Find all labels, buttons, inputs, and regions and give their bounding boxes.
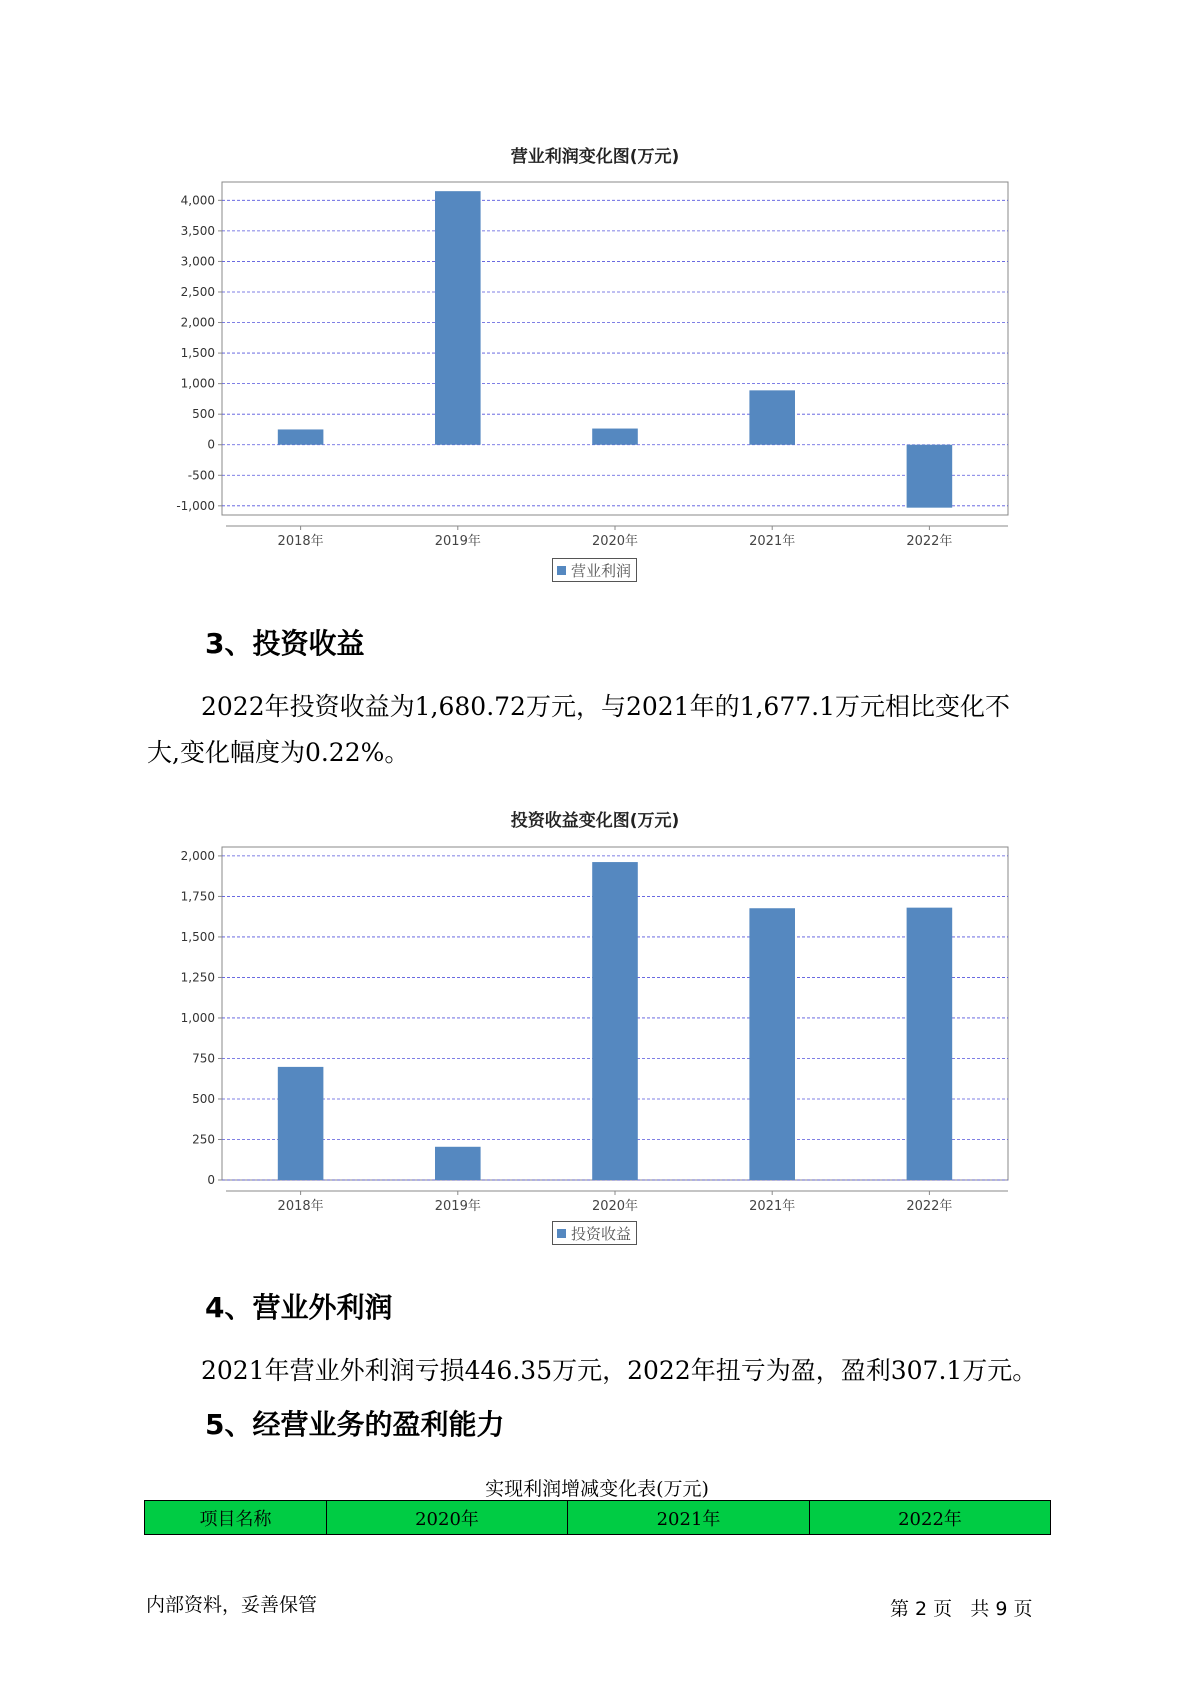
bar bbox=[907, 908, 953, 1180]
x-tick-label: 2018年 bbox=[277, 1199, 324, 1214]
y-tick-label: 4,000 bbox=[180, 193, 215, 208]
section4-heading: 4、营业外利润 bbox=[205, 1291, 393, 1324]
y-tick-label: 3,000 bbox=[180, 254, 215, 269]
x-tick-label: 2020年 bbox=[591, 1199, 639, 1214]
bar bbox=[278, 429, 324, 444]
profit-change-table bbox=[144, 1500, 1051, 1535]
y-tick-label: -1,000 bbox=[176, 498, 215, 513]
y-tick-label: 1,750 bbox=[180, 889, 215, 904]
chart2-legend-label: 投资收益 bbox=[571, 1224, 632, 1243]
y-tick-label: 750 bbox=[192, 1051, 215, 1066]
x-tick-label: 2018年 bbox=[277, 534, 324, 549]
chart2-legend bbox=[552, 1221, 637, 1245]
chart1-title: 营业利润变化图(万元) bbox=[510, 147, 680, 167]
bar bbox=[749, 390, 795, 444]
bar bbox=[435, 1147, 481, 1180]
y-tick-label: 500 bbox=[192, 407, 215, 422]
y-tick-label: 1,000 bbox=[180, 376, 215, 391]
chart1-legend bbox=[552, 558, 637, 582]
plot-area bbox=[222, 182, 1008, 515]
section4-para: 2021年营业外利润亏损446.35万元，2022年扭亏为盈，盈利307.1万元。 bbox=[201, 1356, 1038, 1385]
section5-heading: 5、经营业务的盈利能力 bbox=[205, 1408, 505, 1441]
table-header-row bbox=[145, 1501, 1051, 1535]
y-tick-label: 500 bbox=[192, 1091, 215, 1106]
y-tick-label: 2,000 bbox=[180, 848, 215, 863]
x-tick-label: 2021年 bbox=[749, 1199, 796, 1214]
legend-swatch-icon bbox=[557, 1229, 566, 1238]
y-tick-label: 1,500 bbox=[180, 929, 215, 944]
section3-heading: 3、投资收益 bbox=[205, 627, 365, 660]
table-header-cell: 2020年 bbox=[327, 1501, 568, 1535]
x-tick-label: 2019年 bbox=[434, 534, 481, 549]
x-tick-label: 2020年 bbox=[591, 534, 639, 549]
y-tick-label: 2,500 bbox=[180, 284, 215, 299]
section3-para-line1: 2022年投资收益为1,680.72万元，与2021年的1,677.1万元相比变化不 bbox=[201, 692, 1010, 721]
y-tick-label: -500 bbox=[187, 468, 215, 483]
y-tick-label: 1,500 bbox=[180, 346, 215, 361]
chart2-title: 投资收益变化图(万元) bbox=[510, 811, 680, 831]
legend-swatch-icon bbox=[557, 566, 566, 575]
bar bbox=[592, 862, 638, 1180]
chart1-legend-label: 营业利润 bbox=[571, 561, 632, 580]
bar bbox=[749, 908, 795, 1180]
x-tick-label: 2022年 bbox=[906, 1199, 953, 1214]
bar bbox=[907, 445, 953, 508]
footer-left: 内部资料，妥善保管 bbox=[146, 1594, 318, 1616]
y-tick-label: 3,500 bbox=[180, 223, 215, 238]
table-header-cell: 项目名称 bbox=[145, 1501, 327, 1535]
operating-profit-chart bbox=[150, 170, 1030, 550]
investment-income-chart bbox=[150, 835, 1030, 1215]
y-tick-label: 0 bbox=[207, 437, 215, 452]
y-tick-label: 1,000 bbox=[180, 1010, 215, 1025]
bar bbox=[278, 1067, 324, 1180]
table-header-cell: 2021年 bbox=[568, 1501, 810, 1535]
y-tick-label: 250 bbox=[192, 1132, 215, 1147]
section3-para-line2: 大,变化幅度为0.22%。 bbox=[147, 738, 410, 767]
y-tick-label: 1,250 bbox=[180, 970, 215, 985]
x-tick-label: 2021年 bbox=[749, 534, 796, 549]
bar bbox=[592, 429, 638, 445]
table-header-cell: 2022年 bbox=[810, 1501, 1051, 1535]
x-tick-label: 2022年 bbox=[906, 534, 953, 549]
y-tick-label: 2,000 bbox=[180, 315, 215, 330]
bar bbox=[435, 191, 481, 445]
footer-page-number: 第 2 页 共 9 页 bbox=[890, 1598, 1033, 1620]
y-tick-label: 0 bbox=[207, 1173, 215, 1187]
x-tick-label: 2019年 bbox=[434, 1199, 481, 1214]
table-caption: 实现利润增减变化表(万元) bbox=[485, 1478, 709, 1500]
